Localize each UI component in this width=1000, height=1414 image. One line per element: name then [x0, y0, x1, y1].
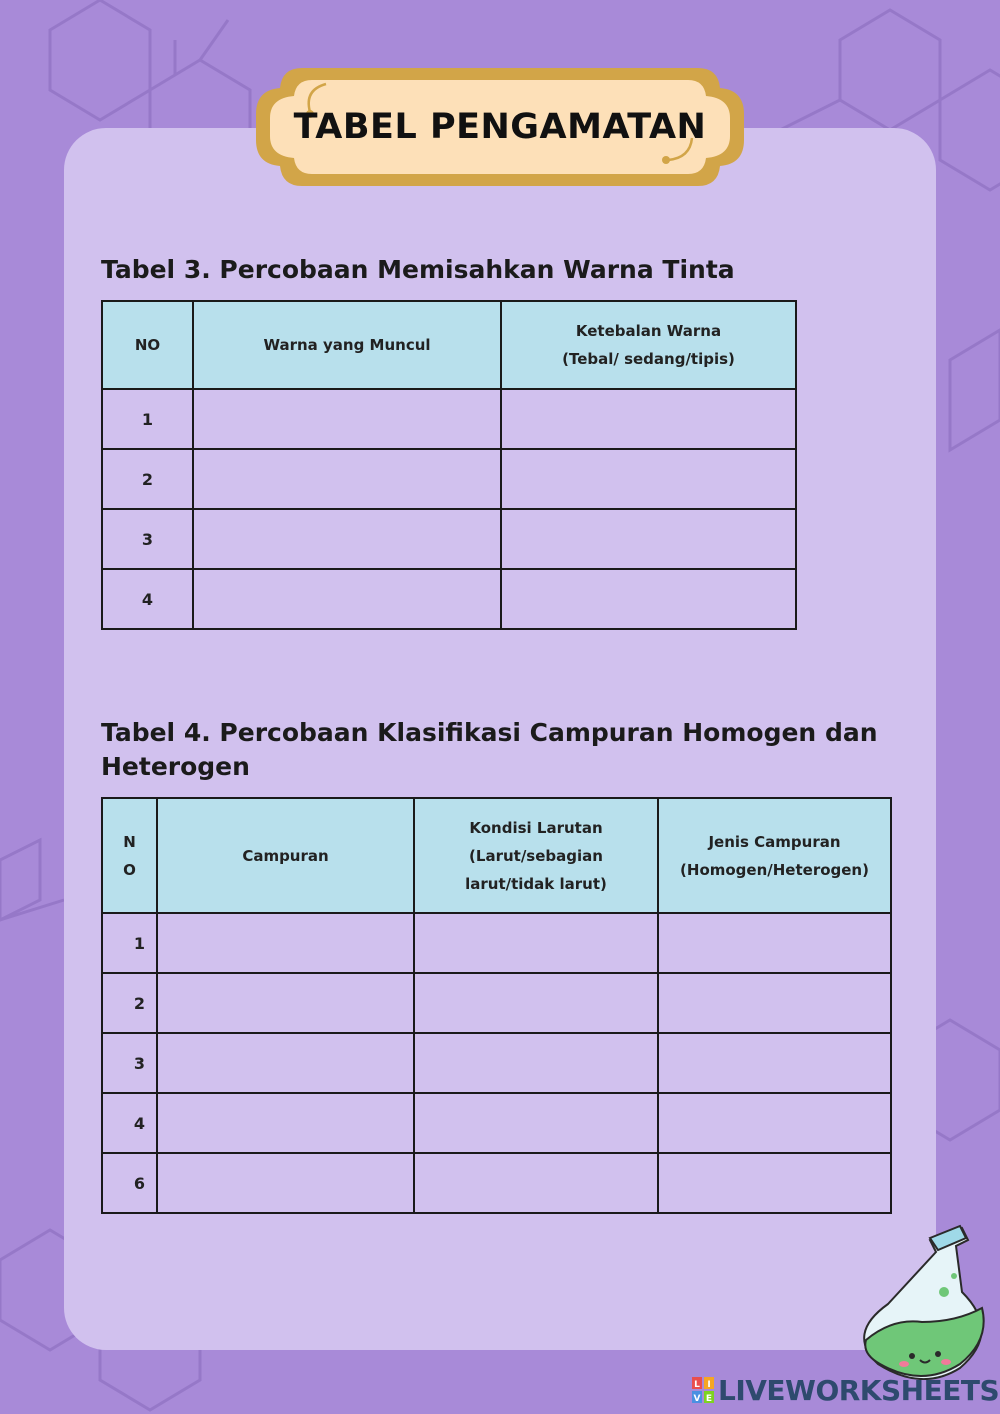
table-row — [102, 1153, 891, 1213]
table3-header-row — [102, 301, 796, 389]
liveworksheets-brand — [692, 1374, 999, 1406]
color-cell-input[interactable] — [193, 569, 501, 629]
table3-header-thickness: Ketebalan Warna (Tebal/ sedang/tipis) — [501, 301, 796, 389]
mixture-cell-input[interactable] — [157, 1093, 414, 1153]
color-cell-input[interactable] — [193, 449, 501, 509]
thickness-cell-input[interactable] — [501, 569, 796, 629]
row-number: 3 — [102, 509, 193, 569]
row-number: 3 — [102, 1033, 157, 1093]
row-number: 1 — [102, 913, 157, 973]
condition-cell-input[interactable] — [414, 1033, 658, 1093]
mixture-cell-input[interactable] — [157, 973, 414, 1033]
table4-observation — [101, 797, 892, 1214]
table-row — [102, 973, 891, 1033]
mixture-cell-input[interactable] — [157, 1033, 414, 1093]
table-row — [102, 1093, 891, 1153]
logo-letter-v: V — [693, 1394, 701, 1403]
row-number: 1 — [102, 389, 193, 449]
table-row — [102, 913, 891, 973]
type-cell-input[interactable] — [658, 1153, 891, 1213]
condition-cell-input[interactable] — [414, 913, 658, 973]
mixture-cell-input[interactable] — [157, 1153, 414, 1213]
type-cell-input[interactable] — [658, 913, 891, 973]
type-cell-input[interactable] — [658, 1093, 891, 1153]
type-cell-input[interactable] — [658, 1033, 891, 1093]
condition-cell-input[interactable] — [414, 1153, 658, 1213]
row-number: 6 — [102, 1153, 157, 1213]
page-title: TABEL PENGAMATAN — [293, 107, 707, 147]
table3-observation — [101, 300, 797, 630]
table-row — [102, 449, 796, 509]
row-number: 2 — [102, 973, 157, 1033]
condition-cell-input[interactable] — [414, 1093, 658, 1153]
thickness-cell-input[interactable] — [501, 449, 796, 509]
row-number: 4 — [102, 569, 193, 629]
liveworksheets-logo-icon — [692, 1377, 714, 1403]
table4-header-mixture: Campuran — [157, 798, 414, 913]
logo-letter-l: L — [694, 1380, 700, 1390]
table3-title: Tabel 3. Percobaan Memisahkan Warna Tinta — [101, 255, 735, 284]
color-cell-input[interactable] — [193, 509, 501, 569]
table4-title: Tabel 4. Percobaan Klasifikasi Campuran Homogen dan Heterogen — [101, 718, 878, 781]
table4-header-type: Jenis Campuran (Homogen/Heterogen) — [658, 798, 891, 913]
brand-name: LIVEWORKSHEETS — [718, 1373, 1000, 1407]
row-number: 2 — [102, 449, 193, 509]
row-number: 4 — [102, 1093, 157, 1153]
table4-header-no: NO — [102, 798, 157, 913]
thickness-cell-input[interactable] — [501, 389, 796, 449]
condition-cell-input[interactable] — [414, 973, 658, 1033]
table-row — [102, 1033, 891, 1093]
table-row — [102, 389, 796, 449]
table4-header-condition: Kondisi Larutan (Larut/sebagian larut/tidak larut) — [414, 798, 658, 913]
mixture-cell-input[interactable] — [157, 913, 414, 973]
thickness-cell-input[interactable] — [501, 509, 796, 569]
logo-letter-e: E — [705, 1394, 713, 1403]
type-cell-input[interactable] — [658, 973, 891, 1033]
table4-header-row — [102, 798, 891, 913]
table-row — [102, 509, 796, 569]
table-row — [102, 569, 796, 629]
logo-letter-i: I — [707, 1380, 711, 1390]
flask-mascot-icon — [852, 1222, 998, 1380]
table3-header-color: Warna yang Muncul — [193, 301, 501, 389]
color-cell-input[interactable] — [193, 389, 501, 449]
table3-header-no: NO — [102, 301, 193, 389]
